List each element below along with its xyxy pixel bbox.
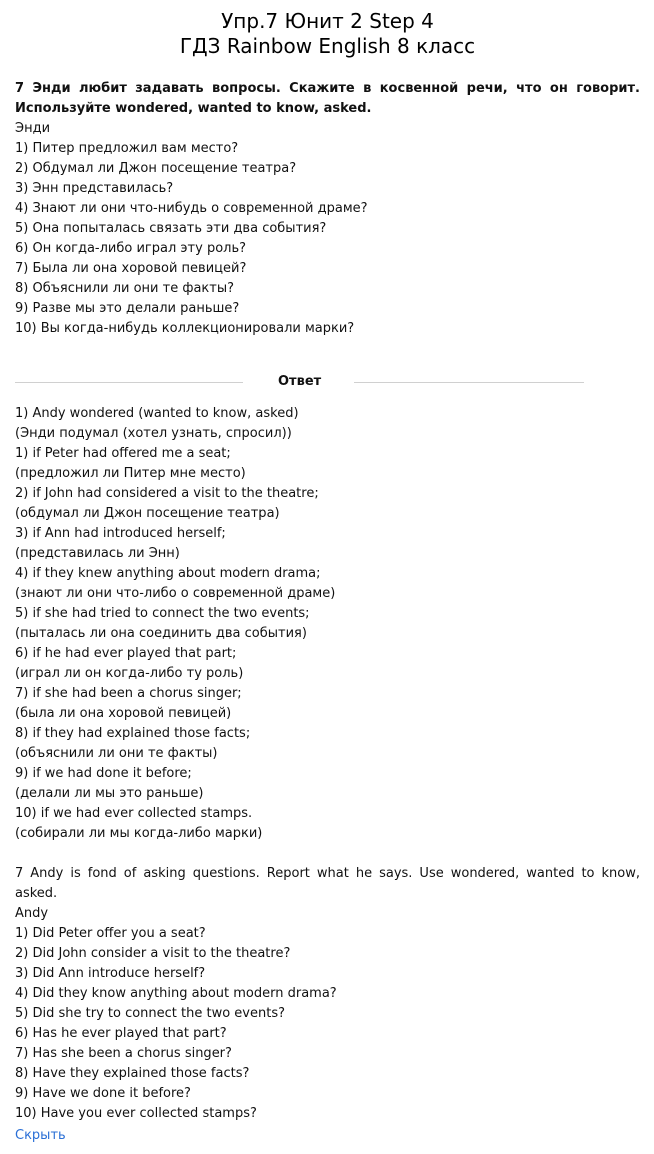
page-title: Упр.7 Юнит 2 Step 4 (221, 9, 434, 33)
list-item: 9) Have we done it before? (15, 1086, 191, 1101)
list-item: 1) Did Peter offer you a seat? (15, 926, 206, 941)
answer-line: (играл ли он когда-либо ту роль) (15, 666, 244, 681)
answer-line: 8) if they had explained those facts; (15, 726, 251, 741)
answer-line: 1) Andy wondered (wanted to know, asked) (15, 406, 299, 421)
speaker-ru: Энди (15, 121, 51, 136)
answer-line: (объяснили ли они те факты) (15, 746, 218, 761)
list-item: 2) Did John consider a visit to the theatre? (15, 946, 291, 961)
answer-line: 9) if we had done it before; (15, 766, 192, 781)
answer-line: 6) if he had ever played that part; (15, 646, 237, 661)
answer-line: 4) if they knew anything about modern drama; (15, 566, 321, 581)
page-header (15, 9, 640, 59)
list-item: 10) Have you ever collected stamps? (15, 1106, 257, 1121)
list-item: 10) Вы когда-нибудь коллекционировали марки? (15, 321, 355, 336)
list-item: 4) Did they know anything about modern drama? (15, 986, 337, 1001)
answer-line: (собирали ли мы когда-либо марки) (15, 826, 263, 841)
question-list-ru (15, 139, 640, 339)
page-subtitle: ГДЗ Rainbow English 8 класс (179, 34, 476, 58)
answer-line: 3) if Ann had introduced herself; (15, 526, 226, 541)
answer-line: 5) if she had tried to connect the two events; (15, 606, 310, 621)
list-item: 8) Have they explained those facts? (15, 1066, 250, 1081)
answer-line: 7) if she had been a chorus singer; (15, 686, 242, 701)
task-russian (15, 79, 640, 339)
list-item: 6) Он когда-либо играл эту роль? (15, 241, 247, 256)
list-item: 2) Обдумал ли Джон посещение театра? (15, 161, 297, 176)
hide-link[interactable]: Скрыть (15, 1128, 66, 1143)
answer-line: (обдумал ли Джон посещение театра) (15, 506, 280, 521)
speaker-en: Andy (15, 906, 49, 921)
list-item: 3) Did Ann introduce herself? (15, 966, 206, 981)
answer-list (15, 404, 640, 844)
task-english (15, 864, 640, 1146)
list-item: 1) Питер предложил вам место? (15, 141, 239, 156)
task-instruction-en: 7 Andy is fond of asking questions. Report what he says. Use wondered, wanted to know, asked. (15, 866, 640, 901)
list-item: 7) Была ли она хоровой певицей? (15, 261, 247, 276)
answer-line: 10) if we had ever collected stamps. (15, 806, 253, 821)
answer-line: 1) if Peter had offered me a seat; (15, 446, 231, 461)
answer-line: (предложил ли Питер мне место) (15, 466, 246, 481)
answer-divider (15, 372, 640, 392)
divider-rule-right (354, 382, 584, 383)
answer-line: (представилась ли Энн) (15, 546, 180, 561)
answer-line: (была ли она хоровой певицей) (15, 706, 232, 721)
list-item: 5) Did she try to connect the two events? (15, 1006, 286, 1021)
divider-rule-left (15, 382, 243, 383)
list-item: 7) Has she been a chorus singer? (15, 1046, 232, 1061)
list-item: 8) Объяснили ли они те факты? (15, 281, 235, 296)
answer-line: (Энди подумал (хотел узнать, спросил)) (15, 426, 292, 441)
answer-line: (пыталась ли она соединить два события) (15, 626, 307, 641)
answer-line: 2) if John had considered a visit to the theatre; (15, 486, 319, 501)
list-item: 6) Has he ever played that part? (15, 1026, 227, 1041)
answer-line: (знают ли они что-либо о современной драме) (15, 586, 336, 601)
answer-line: (делали ли мы это раньше) (15, 786, 204, 801)
list-item: 3) Энн представилась? (15, 181, 174, 196)
task-instruction-ru: 7 Энди любит задавать вопросы. Скажите в косвенной речи, что он говорит. Используйте wondered, wanted to know, asked. (15, 81, 640, 116)
list-item: 9) Разве мы это делали раньше? (15, 301, 240, 316)
answer-heading: Ответ (278, 374, 322, 389)
list-item: 4) Знают ли они что-нибудь о современной драме? (15, 201, 368, 216)
list-item: 5) Она попыталась связать эти два события? (15, 221, 327, 236)
question-list-en (15, 924, 640, 1124)
